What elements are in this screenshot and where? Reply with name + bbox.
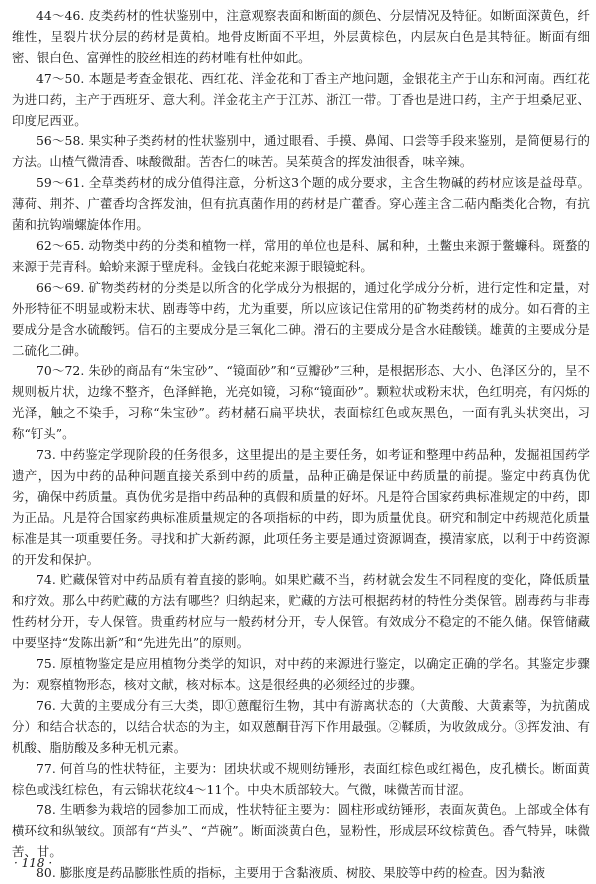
answer-paragraph-47-50: 47～50. 本题是考查金银花、西红花、洋金花和丁香主产地问题，金银花主产于山东和河南。西红花为进口药，主产于西班牙、意大利。洋金花主产于江苏、浙江一带。丁香也是进口药，主产于坦桑尼亚、印度尼西亚。	[12, 70, 590, 128]
answer-paragraph-59-61: 59～61. 全草类药材的成分值得注意，分析这3个题的成分要求，主含生物碱的药材应该是益母草。薄荷、荆芥、广藿香均含挥发油，但有抗真菌作用的药材是广藿香。穿心莲主含二萜内酯类化合物，有抗菌和抗钩端螺旋体作用。	[12, 175, 590, 233]
answer-paragraph-62-65: 62～65. 动物类中药的分类和植物一样，常用的单位也是科、属和种，土鳖虫来源于鳖蠊科。斑蝥的来源于芫青科。蛤蚧来源于壁虎科。金钱白花蛇来源于眼镜蛇科。	[12, 237, 590, 274]
answer-paragraph-56-58: 56～58. 果实种子类药材的性状鉴别中，通过眼看、手摸、鼻闻、口尝等手段来鉴别，是简便易行的方法。山楂气微清香、味酸微甜。苦杏仁的味苦。吴茱萸含的挥发油很香，味辛辣。	[12, 133, 590, 170]
answer-paragraph-78: 78. 生晒参为栽培的园参加工而成，性状特征主要为：圆柱形或纺锤形，表面灰黄色。上部或全体有横环纹和纵皱纹。顶部有“芦头”、“芦碗”。断面淡黄白色，显粉性，形成层环纹棕黄色。香气特异，味微苦、甘。	[12, 802, 590, 860]
answer-paragraph-77: 77. 何首乌的性状特征，主要为：团块状或不规则纺锤形，表面红棕色或红褐色，皮孔横长。断面黄棕色或浅红棕色，有云锦状花纹4～11个。中央木质部较大。气微，味微苦而甘涩。	[12, 760, 590, 797]
answer-paragraph-80: 80. 膨胀度是药品膨胀性质的指标，主要用于含黏液质、树胶、果胶等中药的检查。因为黏液	[36, 865, 546, 881]
answer-paragraph-44-46: 44～46. 皮类药材的性状鉴别中，注意观察表面和断面的颜色、分层情况及特征。如断面深黄色，纤维性，呈裂片状分层的药材是黄柏。地骨皮断面不平坦，外层黄棕色，内层灰白色是其特征。断面有细密、银白色、富弹性的胶丝相连的药材唯有杜仲如此。	[12, 8, 590, 65]
answer-text-body	[12, 6, 590, 884]
answer-paragraph-70-72: 70～72. 朱砂的商品有“朱宝砂”、“镜面砂”和“豆瓣砂”三种，是根据形态、大小、色泽区分的，呈不规则板片状，边缘不整齐，色泽鲜艳，光亮如镜，习称“镜面砂”。颗粒状或粉末状，色红明亮，有闪烁的光泽，触之不染手，习称“朱宝砂”。药材赭石扁平块状，表面棕红色或灰黑色，一面有乳头状突出，习称“钉头”。	[12, 363, 590, 442]
page-number: · 118 ·	[14, 856, 53, 870]
answer-paragraph-75: 75. 原植物鉴定是应用植物分类学的知识，对中药的来源进行鉴定，以确定正确的学名。其鉴定步骤为：观察植物形态，核对文献，核对标本。这是很经典的必须经过的步骤。	[12, 656, 590, 692]
answer-paragraph-73: 73. 中药鉴定学现阶段的任务很多，这里提出的是主要任务，如考证和整理中药品种，发掘祖国药学遗产，因为中药的品种问题直接关系到中药的质量，品种正确是保证中药质量的前提。鉴定中药真伪优劣，确保中药质量。真伪优劣是指中药品种的真假和质量的好坏。凡是符合国家药典标准规定的中药，即为正品。凡是符合国家药典标准质量规定的各项指标的中药，即为质量优良。研究和制定中药规范化质量标准是其一项重要任务。寻找和扩大新药源，此项任务主要是通过资源调查，摸清家底，以利于中药资源的开发和保护。	[12, 447, 590, 567]
answer-paragraph-66-69: 66～69. 矿物类药材的分类是以所含的化学成分为根据的，通过化学成分分析，进行定性和定量，对外形特征不明显或粉末状、剧毒等中药，尤为重要，所以应该记住常用的矿物类药材的成分。如石膏的主要成分是含水硫酸钙。信石的主要成分是三氧化二砷。滑石的主要成分是含水硅酸镁。雄黄的主要成分是二硫化二砷。	[12, 279, 590, 358]
answer-paragraph-74: 74. 贮藏保管对中药品质有着直接的影响。如果贮藏不当，药材就会发生不同程度的变化，降低质量和疗效。那么中药贮藏的方法有哪些？归纳起来，贮藏的方法可根据药材的特性分类保管。剧毒药与非毒性药材分开，专人保管。贵重药材应与一般药材分开，专人保管。有效成分不稳定的不能久储。保管储藏中要坚持“发陈出新”和“先进先出”的原则。	[12, 572, 590, 651]
answer-paragraph-76: 76. 大黄的主要成分有三大类，即①蒽醌衍生物，其中有游离状态的（大黄酸、大黄素等，为抗菌成分）和结合状态的，以结合状态的为主，如双蒽酮苷泻下作用最强。②鞣质，为收敛成分。③挥发油、有机酸、脂肪酸及多种无机元素。	[12, 697, 590, 755]
